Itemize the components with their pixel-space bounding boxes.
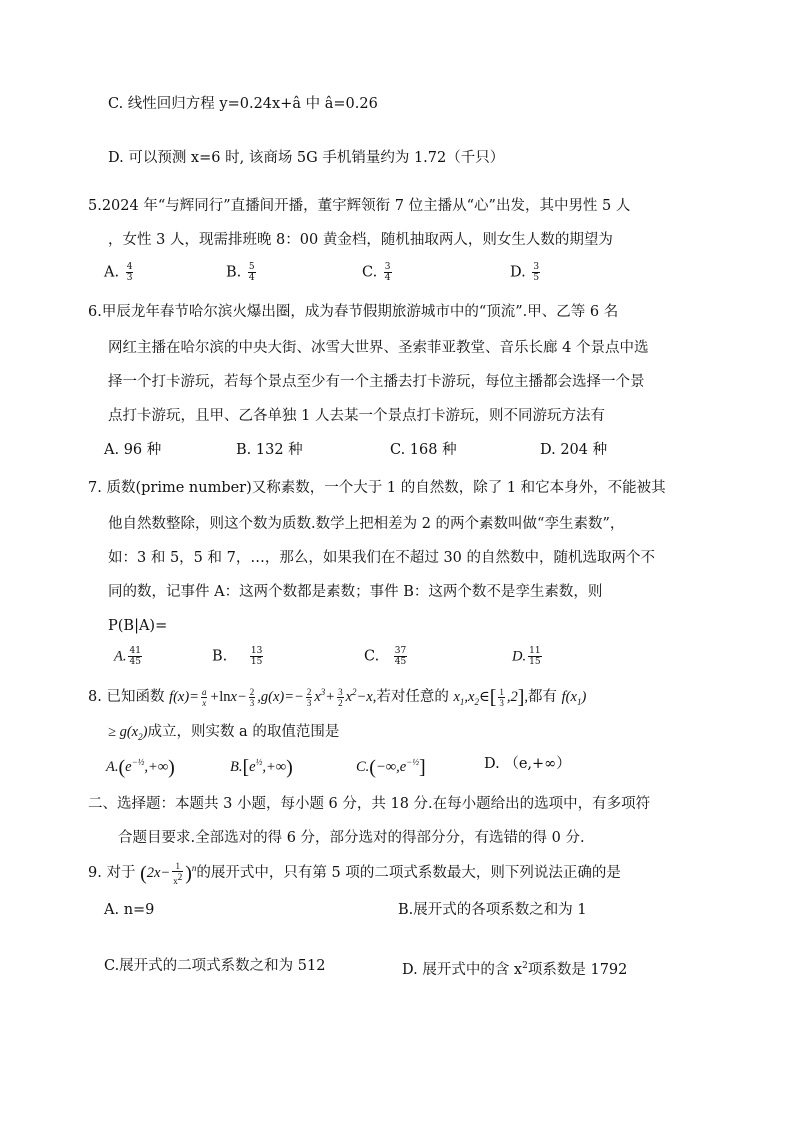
q6-stem-line1: 6.甲辰龙年春节哈尔滨火爆出圈，成为春节假期旅游城市中的“顶流”.甲、乙等 6 名	[88, 304, 619, 320]
q7-option-b: B. $\frac{13}{15}$	[212, 646, 263, 667]
q8-option-d: D. （e,+∞）	[484, 756, 571, 772]
fraction: $\frac{3}{5}$	[533, 262, 540, 283]
fraction: $\frac{13}{15}$	[250, 646, 263, 667]
q8-g-x2: ≥ $g(x_2)$	[108, 724, 148, 742]
q6-stem-line2: 网红主播在哈尔滨的中央大街、冰雪大世界、圣索菲亚教堂、音乐长廊 4 个景点中选	[108, 340, 649, 356]
section2-heading-line1: 二、选择题：本题共 3 小题，每小题 6 分，共 18 分.在每小题给出的选项中，有多项符	[88, 796, 651, 812]
q8-f-x1: $f(x_1)$	[561, 688, 587, 707]
fraction: $\frac{37}{45}$	[394, 646, 407, 667]
q9-stem: 9. 对于 (2x− $\frac{1}{x2}$ )$^n$的展开式中，只有第 5 项的二项式系数最大，则下列说法正确的是	[88, 861, 621, 886]
q9-option-a: A. n=9	[104, 902, 155, 918]
q6-stem-line4: 点打卡游玩，且甲、乙各单独 1 人去某一个景点打卡游玩，则不同游玩方法有	[108, 408, 605, 424]
q5-stem-line1: 5.2024 年“与辉同行”直播间开播，董宇辉领衔 7 位主播从“心”出发，其中男性 5 人	[88, 198, 631, 214]
q8-option-c: $C.(-\infty,e^{-\frac{1}{2}}]$	[356, 756, 426, 779]
fraction: $\frac{11}{15}$	[529, 646, 541, 667]
q6-stem-line3: 择一个打卡游玩，若每个景点至少有一个主播去打卡游玩，每位主播都会选择一个景	[108, 374, 645, 390]
q8-function-f: f(x)= $\frac{a}{x}$ +lnx− $\frac{2}{3}$ ,g(x)=− $\frac{2}{3}$ $x^3+$ $\frac{3}{2}$ $x^2-x$,	[169, 687, 377, 708]
fraction: $\frac{5}{4}$	[248, 262, 255, 283]
q9-option-c: C.展开式的二项式系数之和为 512	[104, 958, 326, 974]
q9-option-d: D. 展开式中的含 $x^2$项系数是 1792	[402, 961, 628, 978]
q4-option-c: C. 线性回归方程 y=0.24x+â 中 â=0.26	[108, 96, 378, 112]
q8-stem-line1: 8. 已知函数 f(x)= $\frac{a}{x}$ +lnx− $\frac{2}{3}$ ,g(x)=− $\frac{2}{3}$ $x^3+$ $\frac{3}{2}$ $x^2-x$,若对任意的 $x_1,x_2\in$[ $\frac{1}{3}$ ,2],都有 $f(x_1)$	[88, 686, 587, 709]
q8-option-a: $A.(e^{-\frac{1}{2}},+\infty)$	[106, 756, 175, 779]
q5-stem-line2: ，女性 3 人，现需排班晚 8：00 黄金档，随机抽取两人，则女生人数的期望为	[108, 232, 613, 248]
fraction: $\frac{4}{3}$	[126, 262, 133, 283]
q7-stem-line1: 7. 质数(prime number)又称素数，一个大于 1 的自然数，除了 1 和它本身外，不能被其	[88, 480, 666, 496]
q7-option-c: C. $\frac{37}{45}$	[364, 646, 407, 667]
q6-option-c: C. 168 种	[390, 442, 457, 458]
q5-option-a: A. $\frac{4}{3}$	[104, 262, 133, 283]
q6-option-b: B. 132 种	[236, 442, 303, 458]
q5-option-c: C. $\frac{3}{4}$	[362, 262, 391, 283]
q9-binomial: (2x− $\frac{1}{x2}$ )$^n$	[140, 861, 197, 886]
fraction: $\frac{41}{45}$	[129, 646, 141, 667]
q7-option-a: A. $\frac{41}{45}$	[114, 646, 141, 667]
q4-option-d: D. 可以预测 x=6 时, 该商场 5G 手机销量约为 1.72（千只）	[108, 150, 505, 166]
q7-stem-line5: P(B|A)=	[108, 618, 168, 634]
q6-option-d: D. 204 种	[540, 442, 608, 458]
q5-option-d: D. $\frac{3}{5}$	[510, 262, 540, 283]
q6-option-a: A. 96 种	[104, 442, 162, 458]
section2-heading-line2: 合题目要求.全部选对的得 6 分，部分选对的得部分分，有选错的得 0 分.	[118, 830, 585, 846]
q7-stem-line2: 他自然数整除，则这个数为质数.数学上把相差为 2 的两个素数叫做“孪生素数”，	[108, 516, 625, 532]
q7-option-d: D. $\frac{11}{15}$	[512, 646, 541, 667]
fraction: $\frac{3}{4}$	[384, 262, 391, 283]
q8-stem-line2: ≥ $g(x_2)$成立，则实数 a 的取值范围是	[108, 724, 340, 742]
q8-domain: $x_1,x_2\in$[ $\frac{1}{3}$ ,2],	[453, 686, 529, 709]
q7-stem-line4: 同的数，记事件 A：这两个数都是素数；事件 B：这两个数不是孪生素数，则	[108, 584, 603, 600]
q7-stem-line3: 如：3 和 5，5 和 7，…，那么，如果我们在不超过 30 的自然数中，随机选取两个不	[108, 550, 656, 566]
q9-option-b: B.展开式的各项系数之和为 1	[398, 902, 587, 918]
q8-option-b: $B.[e^{\frac{1}{2}},+\infty)$	[230, 756, 293, 779]
q5-option-b: B. $\frac{5}{4}$	[226, 262, 255, 283]
